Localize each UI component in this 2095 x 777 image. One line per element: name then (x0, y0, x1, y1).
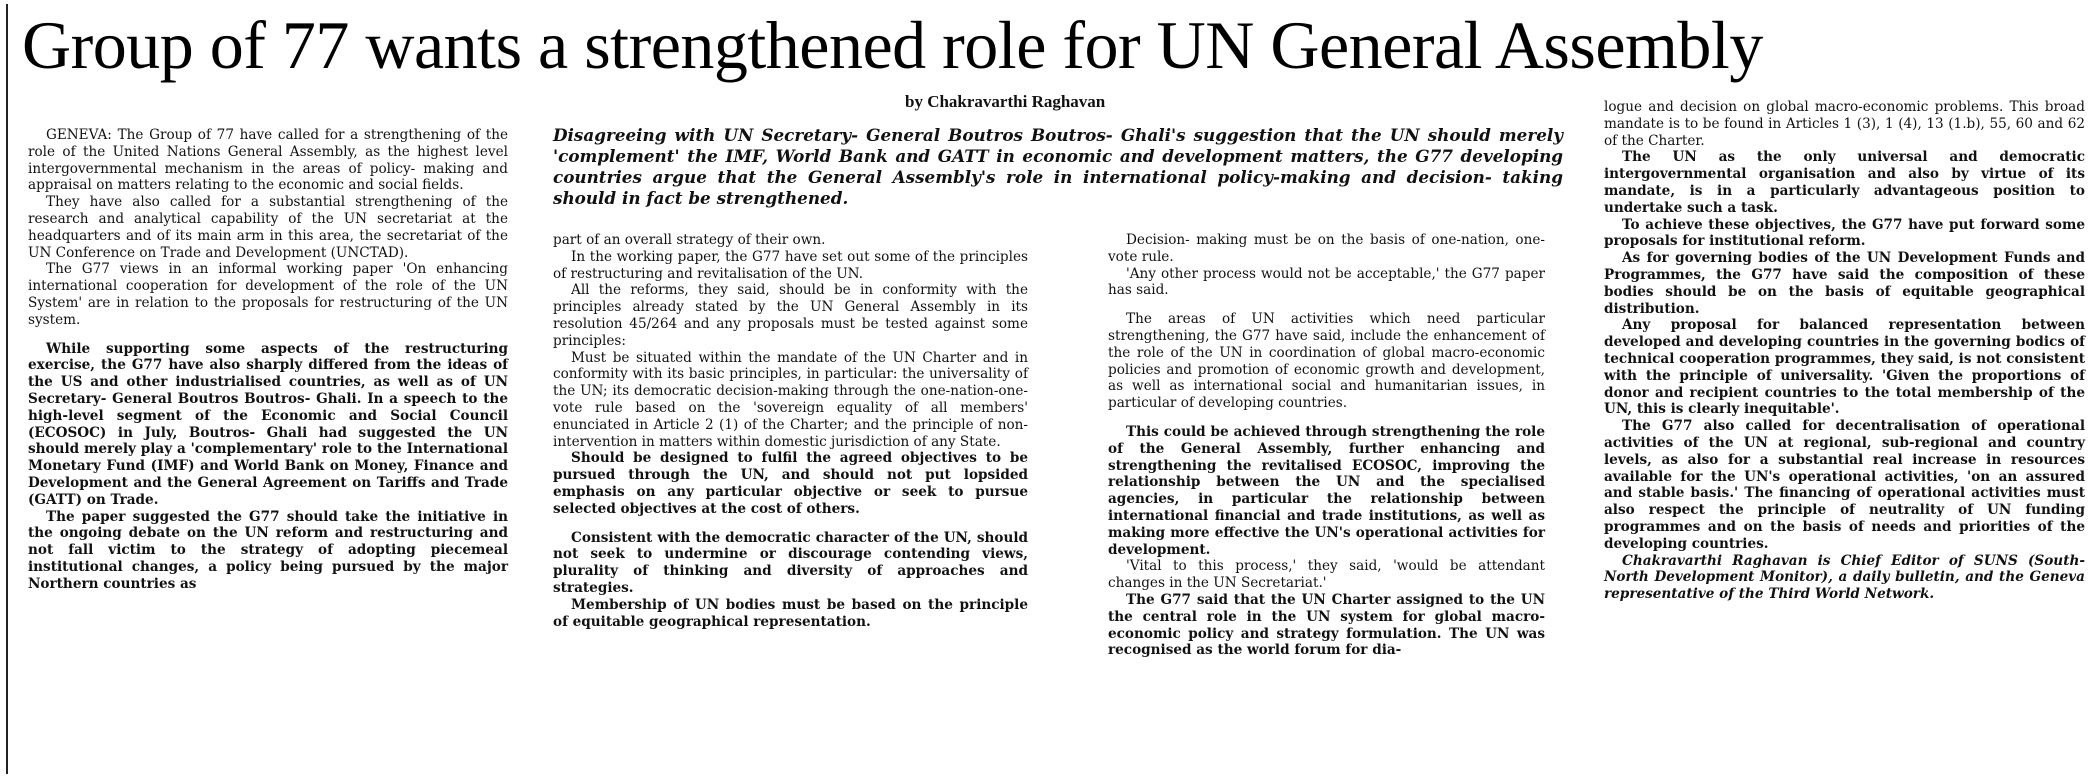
paragraph: Consistent with the democratic character of the UN, should not seek to undermine or discourage contending views, plurality of thinking and diversity of approaches and strategies. (553, 529, 1028, 596)
headline: Group of 77 wants a strengthened role for UN General Assembly (22, 7, 1763, 83)
paragraph: 'Vital to this process,' they said, 'would be attendant changes in the UN Secretariat.' (1108, 558, 1545, 592)
paragraph: Membership of UN bodies must be based on the principle of equitable geographical representation. (553, 596, 1028, 630)
paragraph: Should be designed to fulfil the agreed objectives to be pursued through the UN, and should not put lopsided emphasis on any particular objective or seek to pursue selected objectives at the cost of others. (553, 450, 1028, 517)
paragraph: The G77 also called for decentralisation of operational activities of the UN at regional, sub-regional and country levels, as also for a substantial real increase in resources available for the UN's operational activities, 'on an assured and stable basis.' The financing of operational activities must also respect the principle of neutrality of UN funding programmes and on the basis of needs and priorities of the developing countries. (1604, 418, 2085, 552)
paragraph: To achieve these objectives, the G77 have put forward some proposals for institutional reform. (1604, 216, 2085, 250)
paragraph: Any proposal for balanced representation between developed and developing countries in the governing bodics of technical cooperation programmes, they said, is not consistent with the principle of universality. 'Given the proportions of donor and recipient countries to the total membership of the UN, this is clearly inequitable'. (1604, 317, 2085, 418)
paragraph: The G77 said that the UN Charter assigned to the UN the central role in the UN system for global macro-economic policy and strategy formulation. The UN was recognised as the world forum for dia- (1108, 591, 1545, 659)
paragraph: The UN as the only universal and democratic intergovernmental organisation and also by virtue of its mandate, is in a particularly advantageous position to undertake such a task. (1604, 149, 2085, 216)
author-bio: Chakravarthi Raghavan is Chief Editor of SUNS (South-North Development Monitor), a daily bulletin, and the Geneva representative of the Third World Network. (1604, 552, 2085, 603)
paragraph: As for governing bodies of the UN Development Funds and Programmes, the G77 have said the composition of these bodies should be on the basis of equitable geographical distribution. (1604, 250, 2085, 317)
paragraph: This could be achieved through strengthening the role of the General Assembly, further enhancing and strengthening the revitalised ECOSOC, improving the relationship between the UN and the specialised agencies, in particular the relationship between international financial and trade institutions, as well as making more effective the UN's operational activities for development. (1108, 423, 1545, 558)
paragraph: The areas of UN activities which need particular strengthening, the G77 have said, include the enhancement of the role of the UN in coordination of global macro-economic policies and promotion of economic growth and development, as well as international social and humanitarian issues, in particular of developing countries. (1108, 311, 1545, 412)
paragraph: The G77 views in an informal working paper 'On enhancing international cooperation for development of the role of the UN System' are in relation to the proposals for restructuring of the UN system. (28, 261, 508, 328)
paragraph: logue and decision on global macro-economic problems. This broad mandate is to be found in Articles 1 (3), 1 (4), 13 (1.b), 55, 60 and 62 of the Charter. (1604, 99, 2085, 149)
column-3 (1108, 232, 1545, 659)
paragraph: They have also called for a substantial strengthening of the research and analytical capability of the UN secretariat at the headquarters and of its main arm in this area, the secretariat of the UN Conference on Trade and Development (UNCTAD). (28, 194, 508, 261)
paragraph: Must be situated within the mandate of the UN Charter and in conformity with its basic principles, in particular: the universality of the UN; its democratic decision-making through the one-nation-one-vote rule based on the 'sovereign equality of all members' enunciated in Article 2 (1) of the Charter; and the principle of non-intervention in matters within domestic jurisdiction of any State. (553, 349, 1028, 450)
paragraph: While supporting some aspects of the restructuring exercise, the G77 have also sharply differed from the ideas of the US and other industrialised countries, as well as of UN Secretary- General Boutros Boutros- Ghali. In a speech to the high-level segment of the Economic and Social Council (ECOSOC) in July, Boutros- Ghali had suggested the UN should merely play a 'complementary' role to the International Monetary Fund (IMF) and World Bank on Money, Finance and Development and the General Agreement on Tariffs and Trade (GATT) on Trade. (28, 340, 508, 508)
paragraph: GENEVA: The Group of 77 have called for a strengthening of the role of the United Nations General Assembly, as the highest level intergovernmental mechanism in the areas of policy- making and appraisal on matters relating to the economic and social fields. (28, 127, 508, 194)
paragraph: 'Any other process would not be acceptable,' the G77 paper has said. (1108, 265, 1545, 299)
paragraph: All the reforms, they said, should be in conformity with the principles already stated by the UN General Assembly in its resolution 45/264 and any proposals must be tested against some principles: (553, 282, 1028, 349)
column-2 (553, 232, 1028, 630)
paragraph: The paper suggested the G77 should take the initiative in the ongoing debate on the UN reform and restructuring and not fall victim to the strategy of adopting piecemeal institutional changes, a policy being pursued by the major Northern countries as (28, 508, 508, 592)
paragraph: part of an overall strategy of their own. (553, 232, 826, 248)
paragraph: Decision- making must be on the basis of one-nation, one-vote rule. (1108, 232, 1545, 265)
column-4 (1604, 99, 2085, 603)
paragraph: In the working paper, the G77 have set out some of the principles of restructuring and revitalisation of the UN. (553, 248, 1028, 282)
byline: by Chakravarthi Raghavan (905, 92, 1106, 111)
article-deck: Disagreeing with UN Secretary- General Boutros Boutros- Ghali's suggestion that the UN should merely 'complement' the IMF, World Bank and GATT in economic and development matters, the G77 developing countries argue that the General Assembly's role in international policy-making and decision- taking should in fact be strengthened. (553, 125, 1563, 208)
left-column-rule (6, 4, 8, 774)
column-1 (28, 127, 508, 593)
